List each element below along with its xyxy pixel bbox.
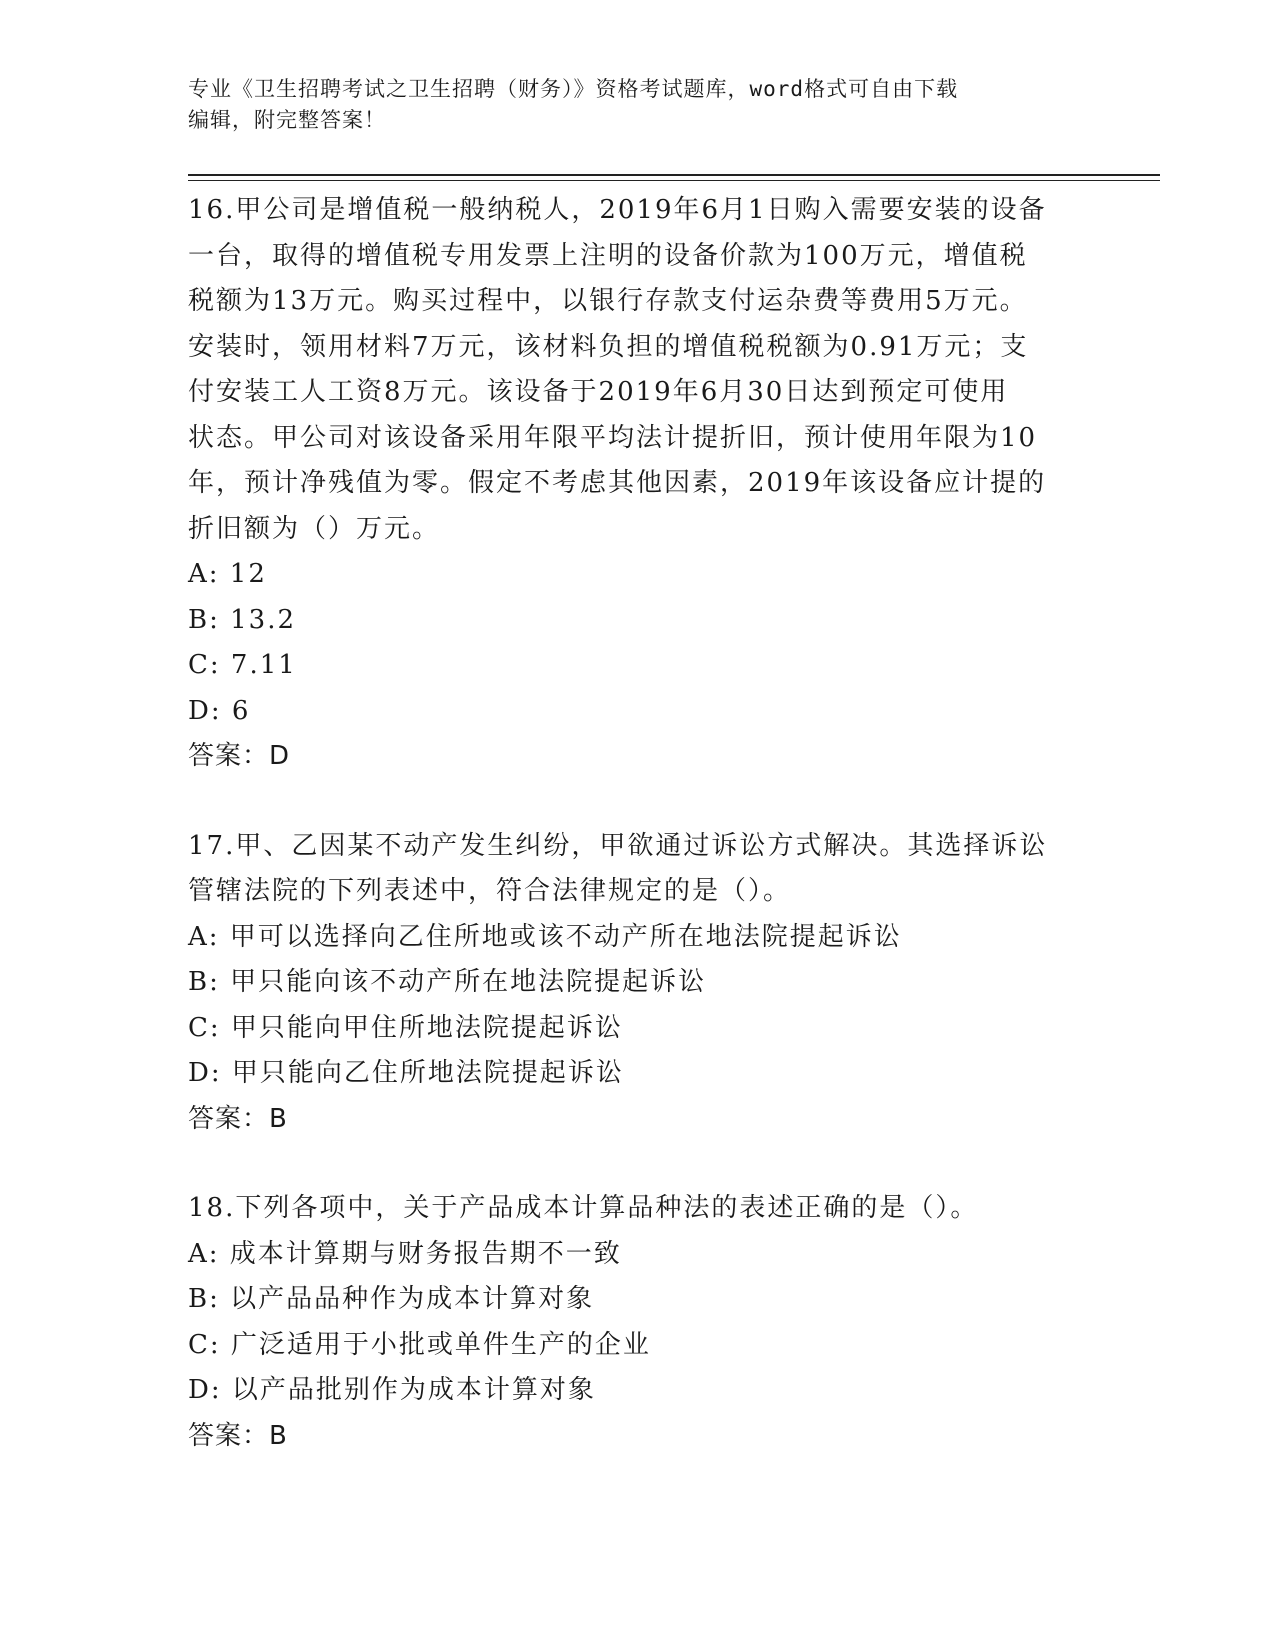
header-divider-thin bbox=[188, 180, 1160, 181]
answer-line: 答案：D bbox=[188, 741, 291, 771]
answer-line: 答案：B bbox=[188, 1103, 288, 1134]
question-text-line: 状态。甲公司对该设备采用年限平均法计提折旧，预计使用年限为10 bbox=[188, 422, 1038, 453]
question-text-line: 税额为13万元。购买过程中，以银行存款支付运杂费等费用5万元。 bbox=[188, 286, 1028, 316]
question-text-line: 付安装工人工资8万元。该设备于2019年6月30日达到预定可使用 bbox=[188, 377, 1009, 407]
question-text-line: 17.甲、乙因某不动产发生纠纷，甲欲通过诉讼方式解决。其选择诉讼 bbox=[188, 830, 1048, 861]
question-text-line: 18.下列各项中，关于产品成本计算品种法的表述正确的是（）。 bbox=[188, 1193, 979, 1223]
option-b: B: 甲只能向该不动产所在地法院提起诉讼 bbox=[188, 967, 707, 997]
question-text-line: 一台，取得的增值税专用发票上注明的设备价款为100万元，增值税 bbox=[188, 240, 1028, 271]
question-16 bbox=[188, 188, 1088, 780]
option-a: A: 甲可以选择向乙住所地或该不动产所在地法院提起诉讼 bbox=[188, 921, 902, 952]
question-text-line: 年，预计净残值为零。假定不考虑其他因素，2019年该设备应计提的 bbox=[188, 468, 1047, 498]
document-header bbox=[188, 74, 1088, 136]
option-c: C: 广泛适用于小批或单件生产的企业 bbox=[188, 1329, 651, 1360]
question-list bbox=[188, 188, 1088, 1503]
question-text-line: 折旧额为（）万元。 bbox=[188, 513, 441, 544]
option-a: A: 12 bbox=[188, 559, 267, 589]
option-b: B: 13.2 bbox=[188, 604, 297, 635]
header-line-2: 编辑，附完整答案！ bbox=[188, 108, 386, 132]
option-d: D: 甲只能向乙住所地法院提起诉讼 bbox=[188, 1058, 624, 1088]
question-text-line: 安装时，领用材料7万元，该材料负担的增值税税额为0.91万元；支 bbox=[188, 331, 1029, 362]
question-text-line: 管辖法院的下列表述中，符合法律规定的是（）。 bbox=[188, 876, 792, 906]
question-18 bbox=[188, 1186, 1088, 1459]
option-d: D: 6 bbox=[188, 695, 251, 726]
option-b: B: 以产品品种作为成本计算对象 bbox=[188, 1284, 595, 1314]
header-divider-thick bbox=[188, 174, 1160, 176]
option-d: D: 以产品批别作为成本计算对象 bbox=[188, 1375, 596, 1405]
question-text-line: 16.甲公司是增值税一般纳税人，2019年6月1日购入需要安装的设备 bbox=[188, 195, 1047, 225]
option-a: A: 成本计算期与财务报告期不一致 bbox=[188, 1238, 622, 1269]
question-17 bbox=[188, 824, 1088, 1143]
header-line-1: 专业《卫生招聘考试之卫生招聘（财务）》资格考试题库，word格式可自由下载 bbox=[188, 77, 959, 101]
option-c: C: 7.11 bbox=[188, 650, 297, 680]
option-c: C: 甲只能向甲住所地法院提起诉讼 bbox=[188, 1012, 623, 1043]
answer-line: 答案：B bbox=[188, 1420, 288, 1451]
